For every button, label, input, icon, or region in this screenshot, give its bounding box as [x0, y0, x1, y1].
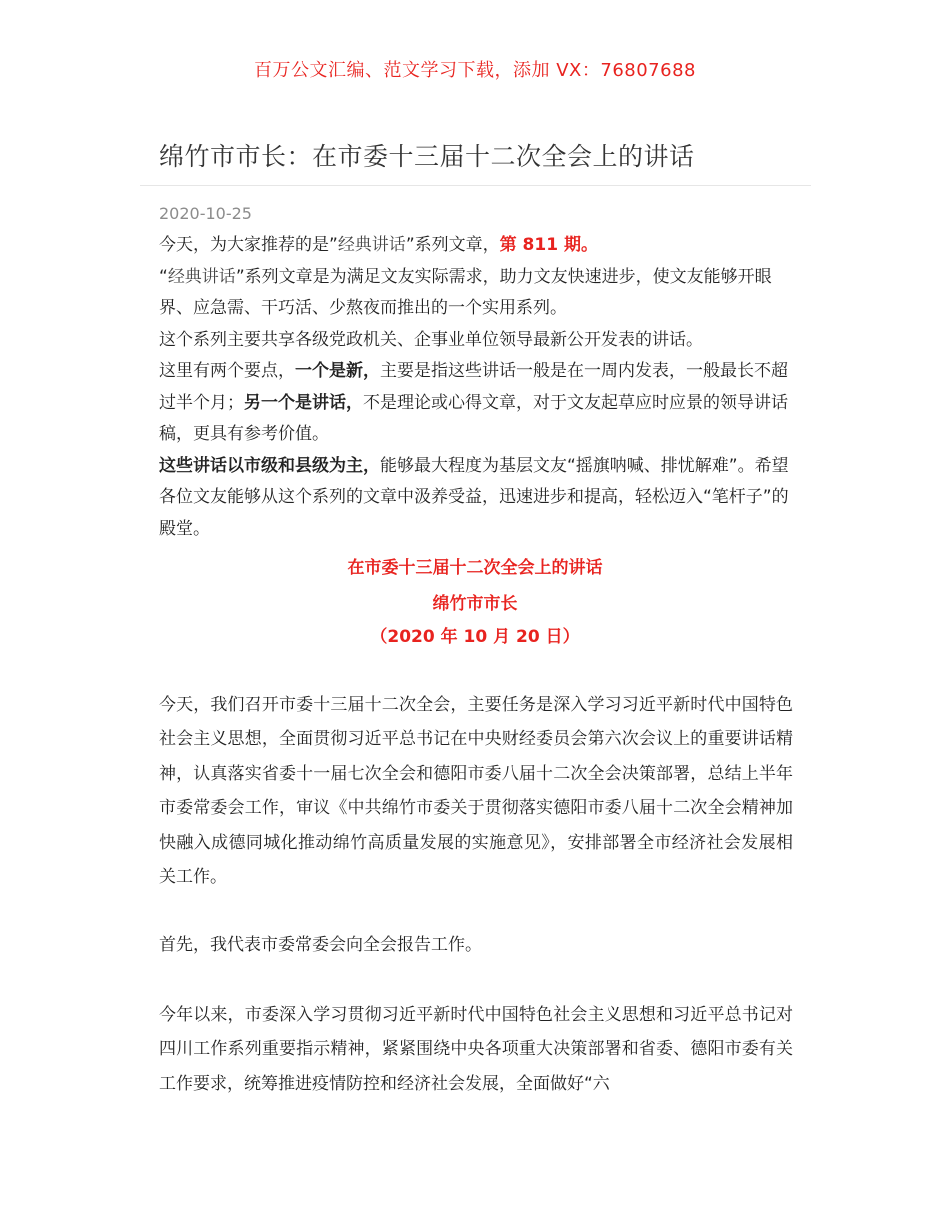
- article-title: 绵竹市市长：在市委十三届十二次全会上的讲话: [159, 142, 695, 171]
- intro-paragraph-4: 这里有两个要点，一个是新，主要是指这些讲话一般是在一周内发表，一般最长不超过半个月；另一个是讲话，不是理论或心得文章，对于文友起草应时应景的领导讲话稿，更具有参考价值。: [159, 361, 788, 444]
- intro-paragraph-1: 今天，为大家推荐的是”经典讲话”系列文章，第 811 期。: [159, 235, 598, 255]
- series-name: 经典讲话: [337, 235, 406, 255]
- speech-date: （2020 年 10 月 20 日）: [370, 627, 580, 647]
- promo-banner: 百万公文汇编、范文学习下载，添加 VX：76807688: [254, 60, 696, 81]
- point-one: 一个是新，: [295, 361, 380, 381]
- issue-number: 第 811 期。: [499, 235, 598, 255]
- body-paragraph-1: 今天，我们召开市委十三届十二次全会，主要任务是深入学习习近平新时代中国特色社会主义思想，全面贯彻习近平总书记在中央财经委员会第六次会议上的重要讲话精神，认真落实省委十一届七次全会和德阳市委八届十二次全会决策部署，总结上半年市委常委会工作，审议《中共绵竹市委关于贯彻落实德阳市委八届十二次全会精神加快融入成德同城化推动绵竹高质量发展的实施意见》，安排部署全市经济社会发展相关工作。: [159, 695, 793, 888]
- point-two: 另一个是讲话，: [244, 392, 363, 413]
- intro-paragraph-5: 这些讲话以市级和县级为主，能够最大程度为基层文友“摇旗呐喊、排忧解难”。希望各位文友能够从这个系列的文章中汲养受益，迅速进步和提高，轻松迈入“笔杆子”的殿堂。: [159, 455, 789, 539]
- body-paragraph-2: 首先，我代表市委常委会向全会报告工作。: [159, 935, 482, 955]
- scope-note: 这些讲话以市级和县级为主，: [159, 455, 380, 476]
- series-intro: [159, 230, 793, 545]
- publish-date: 2020-10-25: [159, 204, 252, 223]
- body-paragraph-3: 今年以来，市委深入学习贯彻习近平新时代中国特色社会主义思想和习近平总书记对四川工作系列重要指示精神，紧紧围绕中央各项重大决策部署和省委、德阳市委有关工作要求，统筹推进疫情防控和经济社会发展，全面做好“六: [159, 1005, 793, 1094]
- speech-speaker: 绵竹市市长: [432, 594, 518, 614]
- intro-paragraph-3: 这个系列主要共享各级党政机关、企事业单位领导最新公开发表的讲话。: [159, 329, 703, 350]
- title-divider: [140, 185, 811, 186]
- speech-title: 在市委十三届十二次全会上的讲话: [347, 558, 603, 578]
- intro-paragraph-2: “经典讲话”系列文章是为满足文友实际需求，助力文友快速进步，使文友能够开眼界、应急需、干巧活、少熬夜而推出的一个实用系列。: [159, 266, 772, 318]
- series-name: 经典讲话: [167, 266, 236, 287]
